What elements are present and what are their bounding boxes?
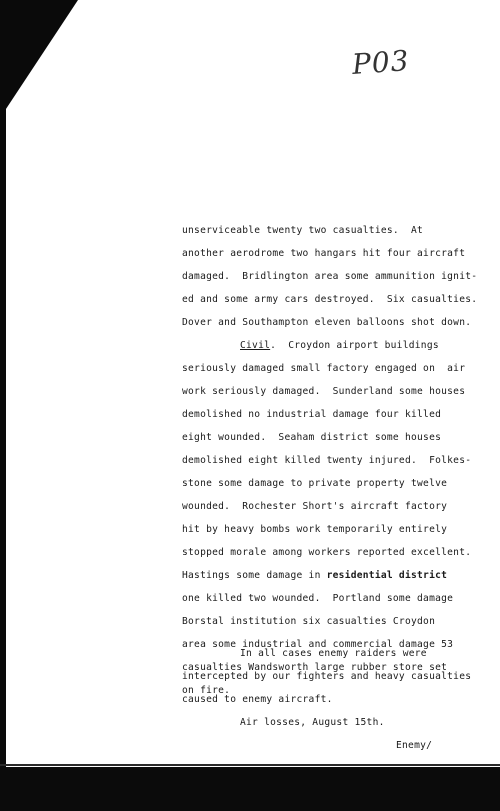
catchword: Enemy/ [396, 740, 433, 751]
scan-bottom-shadow [0, 767, 500, 811]
text-line: stopped morale among workers reported excellent. [182, 547, 472, 558]
text-line: work seriously damaged. Sunderland some houses [182, 386, 466, 397]
text-line: another aerodrome two hangars hit four aircraft [182, 248, 466, 259]
text-line: unserviceable twenty two casualties. At [182, 225, 424, 236]
text-line: casualties Wandsworth large rubber store set [182, 662, 448, 673]
civil-first-line-text: . Croydon airport buildings [270, 340, 439, 351]
text-line: demolished no industrial damage four killed [182, 409, 442, 420]
text-line: caused to enemy aircraft. [182, 694, 333, 705]
text-line: damaged. Bridlington area some ammunition ignit- [182, 271, 478, 282]
text-line: stone some damage to private property twelve [182, 478, 448, 489]
residential-district-text: residential district [326, 570, 448, 581]
text-line: In all cases enemy raiders were [240, 648, 427, 659]
air-losses-heading: Air losses, August 15th. [240, 717, 385, 728]
civil-heading: Civil [240, 340, 271, 351]
text-line: one killed two wounded. Portland some damage [182, 593, 454, 604]
scan-left-edge [0, 0, 6, 811]
text-line: intercepted by our fighters and heavy casualties [182, 671, 472, 682]
text-line: seriously damaged small factory engaged on air [182, 363, 466, 374]
text-line: eight wounded. Seaham district some houses [182, 432, 442, 443]
civil-first-line [240, 339, 439, 352]
hastings-text: Hastings some damage in [182, 570, 327, 581]
text-line: on fire. [182, 685, 231, 696]
text-line: Borstal institution six casualties Croydon [182, 616, 436, 627]
text-line: Dover and Southampton eleven balloons shot down. [182, 317, 472, 328]
hastings-line [182, 569, 447, 582]
page-reference-handwritten: P03 [350, 44, 411, 81]
scan-divider [0, 764, 500, 766]
text-line: hit by heavy bombs work temporarily entirely [182, 524, 448, 535]
text-line: area some industrial and commercial damage 53 [182, 639, 454, 650]
text-line: demolished eight killed twenty injured. Folkes- [182, 455, 472, 466]
text-line: wounded. Rochester Short's aircraft factory [182, 501, 448, 512]
scan-corner-shadow [0, 0, 78, 118]
text-line: ed and some army cars destroyed. Six casualties. [182, 294, 478, 305]
